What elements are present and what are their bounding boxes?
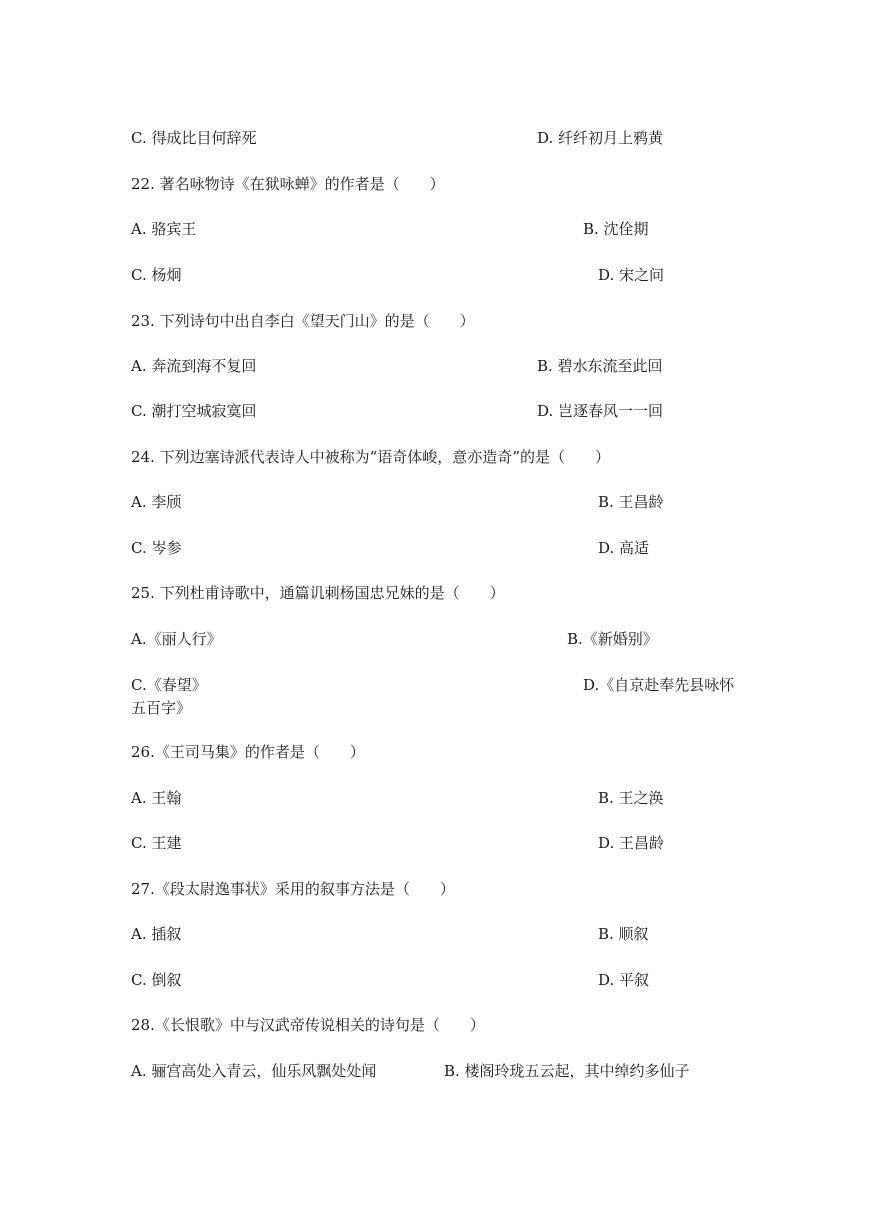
q25-option-a: A.《丽人行》 bbox=[131, 630, 222, 648]
question-23: 23. 下列诗句中出自李白《望天门山》的是（ ） bbox=[131, 312, 475, 330]
q27-option-b: B. 顺叙 bbox=[598, 925, 649, 943]
q24-option-b: B. 王昌龄 bbox=[598, 493, 664, 511]
question-24: 24. 下列边塞诗派代表诗人中被称为“语奇体峻，意亦造奇”的是（ ） bbox=[131, 448, 610, 466]
q23-option-a: A. 奔流到海不复回 bbox=[131, 357, 257, 375]
q22-option-a: A. 骆宾王 bbox=[131, 220, 197, 238]
question-27: 27.《段太尉逸事状》采用的叙事方法是（ ） bbox=[131, 880, 455, 898]
q25-option-d-continued: 五百字》 bbox=[131, 699, 192, 717]
q26-option-b: B. 王之涣 bbox=[598, 789, 664, 807]
q22-option-c: C. 杨炯 bbox=[131, 266, 182, 284]
q27-option-c: C. 倒叙 bbox=[131, 971, 182, 989]
q25-option-d: D.《自京赴奉先县咏怀 bbox=[583, 676, 735, 694]
q24-option-c: C. 岑参 bbox=[131, 539, 182, 557]
q23-option-b: B. 碧水东流至此回 bbox=[537, 357, 663, 375]
q26-option-d: D. 王昌龄 bbox=[598, 834, 665, 852]
q27-option-d: D. 平叙 bbox=[598, 971, 650, 989]
q22-option-b: B. 沈佺期 bbox=[583, 220, 649, 238]
q28-option-b: B. 楼阁玲珑五云起，其中绰约多仙子 bbox=[444, 1062, 690, 1080]
q22-option-d: D. 宋之问 bbox=[598, 266, 665, 284]
q23-option-d: D. 岂逐春风一一回 bbox=[537, 402, 664, 420]
q25-option-b: B.《新婚别》 bbox=[567, 630, 658, 648]
q24-option-d: D. 高适 bbox=[598, 539, 650, 557]
q21-option-c: C. 得成比目何辞死 bbox=[131, 129, 257, 147]
q23-option-c: C. 潮打空城寂寞回 bbox=[131, 402, 257, 420]
q21-option-d: D. 纤纤初月上鸦黄 bbox=[537, 129, 664, 147]
q27-option-a: A. 插叙 bbox=[131, 925, 182, 943]
question-28: 28.《长恨歌》中与汉武帝传说相关的诗句是（ ） bbox=[131, 1016, 485, 1034]
question-22: 22. 著名咏物诗《在狱咏蝉》的作者是（ ） bbox=[131, 175, 445, 193]
question-25: 25. 下列杜甫诗歌中，通篇讥刺杨国忠兄妹的是（ ） bbox=[131, 584, 505, 602]
q24-option-a: A. 李颀 bbox=[131, 493, 182, 511]
q25-option-c: C.《春望》 bbox=[131, 676, 207, 694]
q26-option-c: C. 王建 bbox=[131, 834, 182, 852]
q26-option-a: A. 王翰 bbox=[131, 789, 182, 807]
question-26: 26.《王司马集》的作者是（ ） bbox=[131, 743, 365, 761]
q28-option-a: A. 骊宫高处入青云，仙乐风飘处处闻 bbox=[131, 1062, 377, 1080]
